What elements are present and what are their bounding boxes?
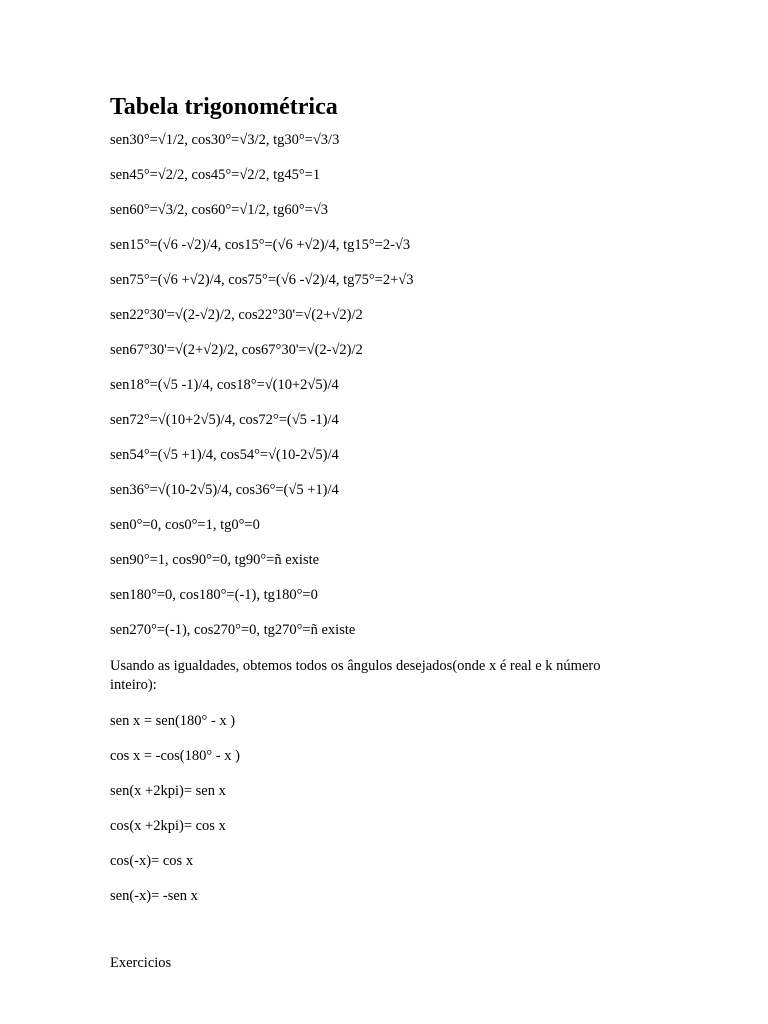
identity-line: sen22°30'=√(2-√2)/2, cos22°30'=√(2+√2)/2: [110, 307, 363, 323]
equality-line: cos x = -cos(180° - x ): [110, 748, 240, 764]
document-page: [110, 92, 650, 990]
page-title: Tabela trigonométrica: [110, 94, 338, 120]
identities-list: [110, 132, 650, 639]
identity-line: sen36°=√(10-2√5)/4, cos36°=(√5 +1)/4: [110, 482, 339, 498]
identity-line: sen0°=0, cos0°=1, tg0°=0: [110, 517, 260, 533]
identity-line: sen180°=0, cos180°=(-1), tg180°=0: [110, 587, 318, 603]
identity-line: sen15°=(√6 -√2)/4, cos15°=(√6 +√2)/4, tg15°=2-√3: [110, 237, 411, 253]
identity-line: sen90°=1, cos90°=0, tg90°=ñ existe: [110, 552, 320, 568]
equality-line: sen x = sen(180° - x ): [110, 713, 236, 729]
intro-paragraph: Usando as igualdades, obtemos todos os ângulos desejados(onde x é real e k número inteiro):: [110, 658, 601, 693]
identity-line: sen67°30'=√(2+√2)/2, cos67°30'=√(2-√2)/2: [110, 342, 363, 358]
exercises-heading: Exercicios: [110, 955, 172, 971]
equalities-list: [110, 713, 650, 905]
equality-line: sen(-x)= -sen x: [110, 888, 198, 904]
identity-line: sen30°=√1/2, cos30°=√3/2, tg30°=√3/3: [110, 132, 340, 148]
identity-line: sen60°=√3/2, cos60°=√1/2, tg60°=√3: [110, 202, 329, 218]
equality-line: cos(-x)= cos x: [110, 853, 194, 869]
section-spacer: [110, 923, 650, 955]
identity-line: sen54°=(√5 +1)/4, cos54°=√(10-2√5)/4: [110, 447, 339, 463]
identity-line: sen75°=(√6 +√2)/4, cos75°=(√6 -√2)/4, tg75°=2+√3: [110, 272, 414, 288]
identity-line: sen18°=(√5 -1)/4, cos18°=√(10+2√5)/4: [110, 377, 339, 393]
equality-line: sen(x +2kpi)= sen x: [110, 783, 226, 799]
equality-line: cos(x +2kpi)= cos x: [110, 818, 226, 834]
identity-line: sen72°=√(10+2√5)/4, cos72°=(√5 -1)/4: [110, 412, 339, 428]
identity-line: sen45°=√2/2, cos45°=√2/2, tg45°=1: [110, 167, 321, 183]
identity-line: sen270°=(-1), cos270°=0, tg270°=ñ existe: [110, 622, 356, 638]
